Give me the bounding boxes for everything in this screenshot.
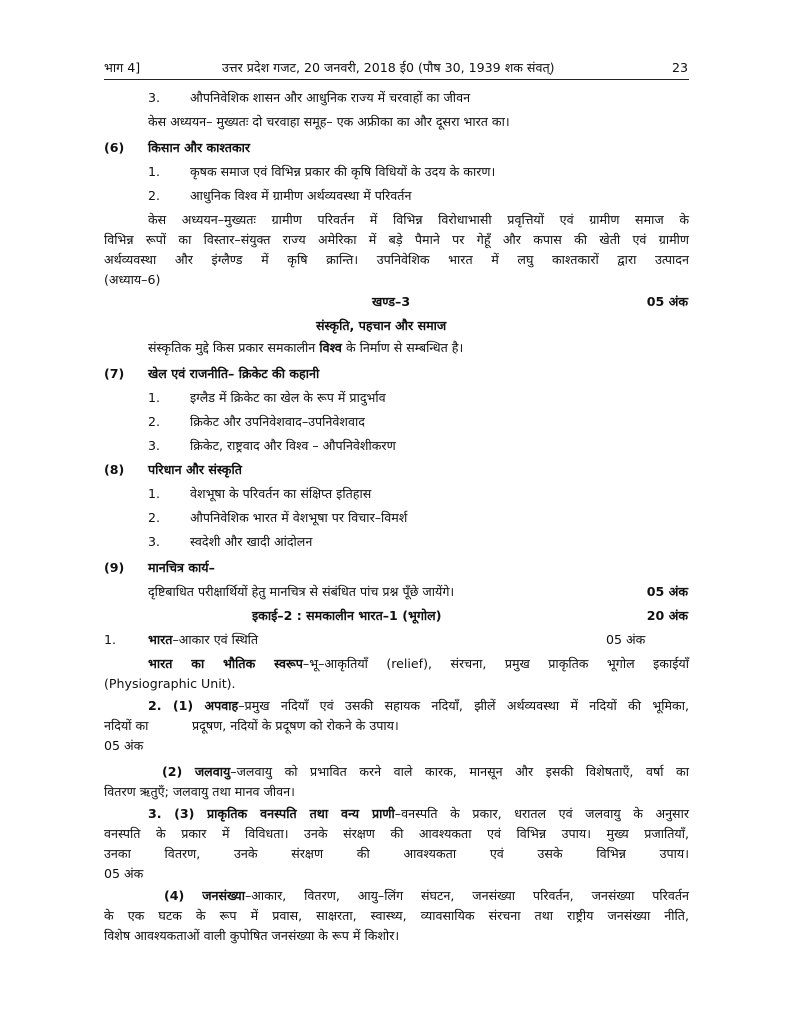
header-part: भाग 4] xyxy=(104,60,141,75)
paragraph-text: –भू–आकृतियाँ (relief), संरचना, प्रमुख प्राकृतिक भूगोल इकाईयाँ xyxy=(302,656,689,671)
marks-label: 20 अंक xyxy=(646,608,688,623)
marks-label: 05 अंक xyxy=(606,632,646,647)
item-number: 1. xyxy=(148,486,161,501)
paragraph-line: वनस्पति के प्रकार में विविधता। उनके संरक्षण की आवश्यकता एवं विभिन्न उपाय। मुख्य प्रजातियाँ, xyxy=(104,826,689,841)
paragraph-line: विशेष आवश्यकताओं वाली कुपोषित जनसंख्या के रूप में किशोर। xyxy=(104,928,400,943)
paragraph-line: वितरण ऋतुएँ; जलवायु तथा मानव जीवन। xyxy=(104,784,295,799)
paragraph-line xyxy=(162,764,689,780)
list-item: इग्लैड में क्रिकेट का खेल के रूप में प्रादुर्भाव xyxy=(190,390,386,405)
section-title: परिधान और संस्कृति xyxy=(148,462,242,477)
intro-bold: विश्व xyxy=(319,340,342,355)
list-item: कृषक समाज एवं विभिन्न प्रकार की कृषि विधियों के उदय के कारण। xyxy=(190,164,496,179)
item-number: 1. xyxy=(148,164,161,179)
section-number: (6) xyxy=(104,140,125,155)
marks-label: 05 अंक xyxy=(104,866,144,881)
section-title: मानचित्र कार्य– xyxy=(148,560,215,575)
list-item: स्वदेशी और खादी आंदोलन xyxy=(190,534,313,549)
paragraph-line: उनका वितरण, उनके संरक्षण की आवश्यकता एवं उसके विभिन्न उपाय। xyxy=(104,846,689,861)
paragraph-text: –जलवायु को प्रभावित करने वाले कारक, मानसून और इसकी विशेषताएँ, वर्षा का xyxy=(230,764,689,779)
sub-title: प्राकृतिक वनस्पति तथा वन्य प्राणी xyxy=(207,806,395,821)
section-subtitle: संस्कृति, पहचान और समाज xyxy=(316,318,447,333)
question-number: 3. xyxy=(148,806,162,821)
marks-label: 05 अंक xyxy=(646,294,688,309)
list-item: आधुनिक विश्व में ग्रामीण अर्थव्यवस्था में परिवर्तन xyxy=(190,188,412,203)
sub-number: (2) xyxy=(162,764,183,779)
marks-label: 05 अंक xyxy=(104,738,144,753)
sub-number: (4) xyxy=(164,888,185,903)
intro-line xyxy=(148,340,463,356)
sub-title: जलवायु xyxy=(194,764,231,779)
marks-label: 05 अंक xyxy=(646,584,688,599)
sub-title: जनसंख्या xyxy=(202,888,245,903)
item-number: 2. xyxy=(148,414,161,429)
list-item: औपनिवेशिक शासन और आधुनिक राज्य में चरवाहों का जीवन xyxy=(190,90,471,105)
intro-text: संस्कृतिक मुद्दे किस प्रकार समकालीन xyxy=(148,340,320,355)
question-number: 1. xyxy=(104,632,117,647)
paragraph-line: के एक घटक के रूप में प्रवास, साक्षरता, स्वास्थ्य, व्यावसायिक संरचना तथा राष्ट्रीय जनसंख्या नीति, xyxy=(104,908,689,923)
question-title-rest: –आकार एवं स्थिति xyxy=(172,632,259,647)
section-number: (8) xyxy=(104,462,125,477)
paragraph-bold: भारत का भौतिक स्वरूप xyxy=(148,656,303,671)
list-item: क्रिकेट और उपनिवेशवाद–उपनिवेशवाद xyxy=(190,414,365,429)
paragraph-line: (अध्याय–6) xyxy=(104,272,161,287)
item-number: 1. xyxy=(148,390,161,405)
paragraph-line: विभिन्न रूपों का विस्तार–संयुक्त राज्य अमेरिका में बड़े पैमाने पर गेहूँ और कपास की खेती एवं ग्रामीण xyxy=(104,232,689,247)
section-number: (7) xyxy=(104,366,125,381)
sub-title: अपवाह xyxy=(204,698,239,713)
paragraph-line xyxy=(148,698,689,714)
page-number: 23 xyxy=(671,60,688,75)
paragraph-line xyxy=(164,888,689,904)
list-item: वेशभूषा के परिवर्तन का संक्षिप्त इतिहास xyxy=(190,486,372,501)
paragraph-text: –प्रमुख नदियाँ एवं उसकी सहायक नदियाँ, झीलें अर्थव्यवस्था में नदियों की भूमिका, xyxy=(238,698,689,713)
header-title: उत्तर प्रदेश गजट, 20 जनवरी, 2018 ई0 (पौष 30, 1939 शक संवत्) xyxy=(222,60,555,75)
section-title: किसान और काश्तकार xyxy=(148,140,251,155)
sub-number: (1) xyxy=(172,698,194,713)
item-number: 3. xyxy=(148,534,161,549)
paragraph-line: नदियों का xyxy=(104,718,149,733)
paragraph-line: अर्थव्यवस्था और इंग्लैण्ड में कृषि क्रान्ति। उपनिवेशिक भारत में लघु काश्तकारों द्वारा उत्पादन xyxy=(104,252,689,267)
paragraph-line: (Physiographic Unit). xyxy=(104,676,236,691)
paragraph-line xyxy=(148,656,689,672)
section-heading: खण्ड–3 xyxy=(372,294,411,309)
sub-number: (3) xyxy=(174,806,195,821)
list-item: क्रिकेट, राष्ट्रवाद और विश्व – औपनिवेशीकरण xyxy=(190,438,396,453)
section-title: खेल एवं राजनीति– क्रिकेट की कहानी xyxy=(148,366,320,381)
paragraph-line xyxy=(148,806,689,822)
intro-text-end: के निर्माण से सम्बन्धित है। xyxy=(341,340,464,355)
item-number: 3. xyxy=(148,90,161,105)
question-title-bold: भारत xyxy=(148,632,173,647)
item-number: 2. xyxy=(148,510,161,525)
case-study: केस अध्ययन– मुख्यतः दो चरवाहा समूह– एक अफ्रीका का और दूसरा भारत का। xyxy=(148,114,510,129)
question-number: 2. xyxy=(148,698,162,713)
unit-title: इकाई–2 : समकालीन भारत–1 (भूगोल) xyxy=(252,608,442,623)
paragraph-line: केस अध्ययन–मुख्यतः ग्रामीण परिवर्तन में विभिन्न विरोधाभासी प्रवृत्तियों एवं ग्रामीण समाज के xyxy=(148,212,689,227)
list-item: औपनिवेशिक भारत में वेशभूषा पर विचार–विमर्श xyxy=(190,510,408,525)
section-number: (9) xyxy=(104,560,125,575)
paragraph-text: –वनस्पति के प्रकार, धरातल एवं जलवायु के अनुसार xyxy=(394,806,689,821)
map-work-text: दृष्टिबाधित परीक्षार्थियों हेतु मानचित्र से संबंधित पांच प्रश्न पूँछे जायेंगे। xyxy=(148,584,455,599)
item-number: 3. xyxy=(148,438,161,453)
item-number: 2. xyxy=(148,188,161,203)
question-title xyxy=(148,632,258,648)
header-rule xyxy=(104,79,689,80)
paragraph-text: –आकार, वितरण, आयु–लिंग संघटन, जनसंख्या परिवर्तन, जनसंख्या परिवर्तन xyxy=(244,888,689,903)
paragraph-line: प्रदूषण, नदियों के प्रदूषण को रोकने के उपाय। xyxy=(192,718,399,733)
